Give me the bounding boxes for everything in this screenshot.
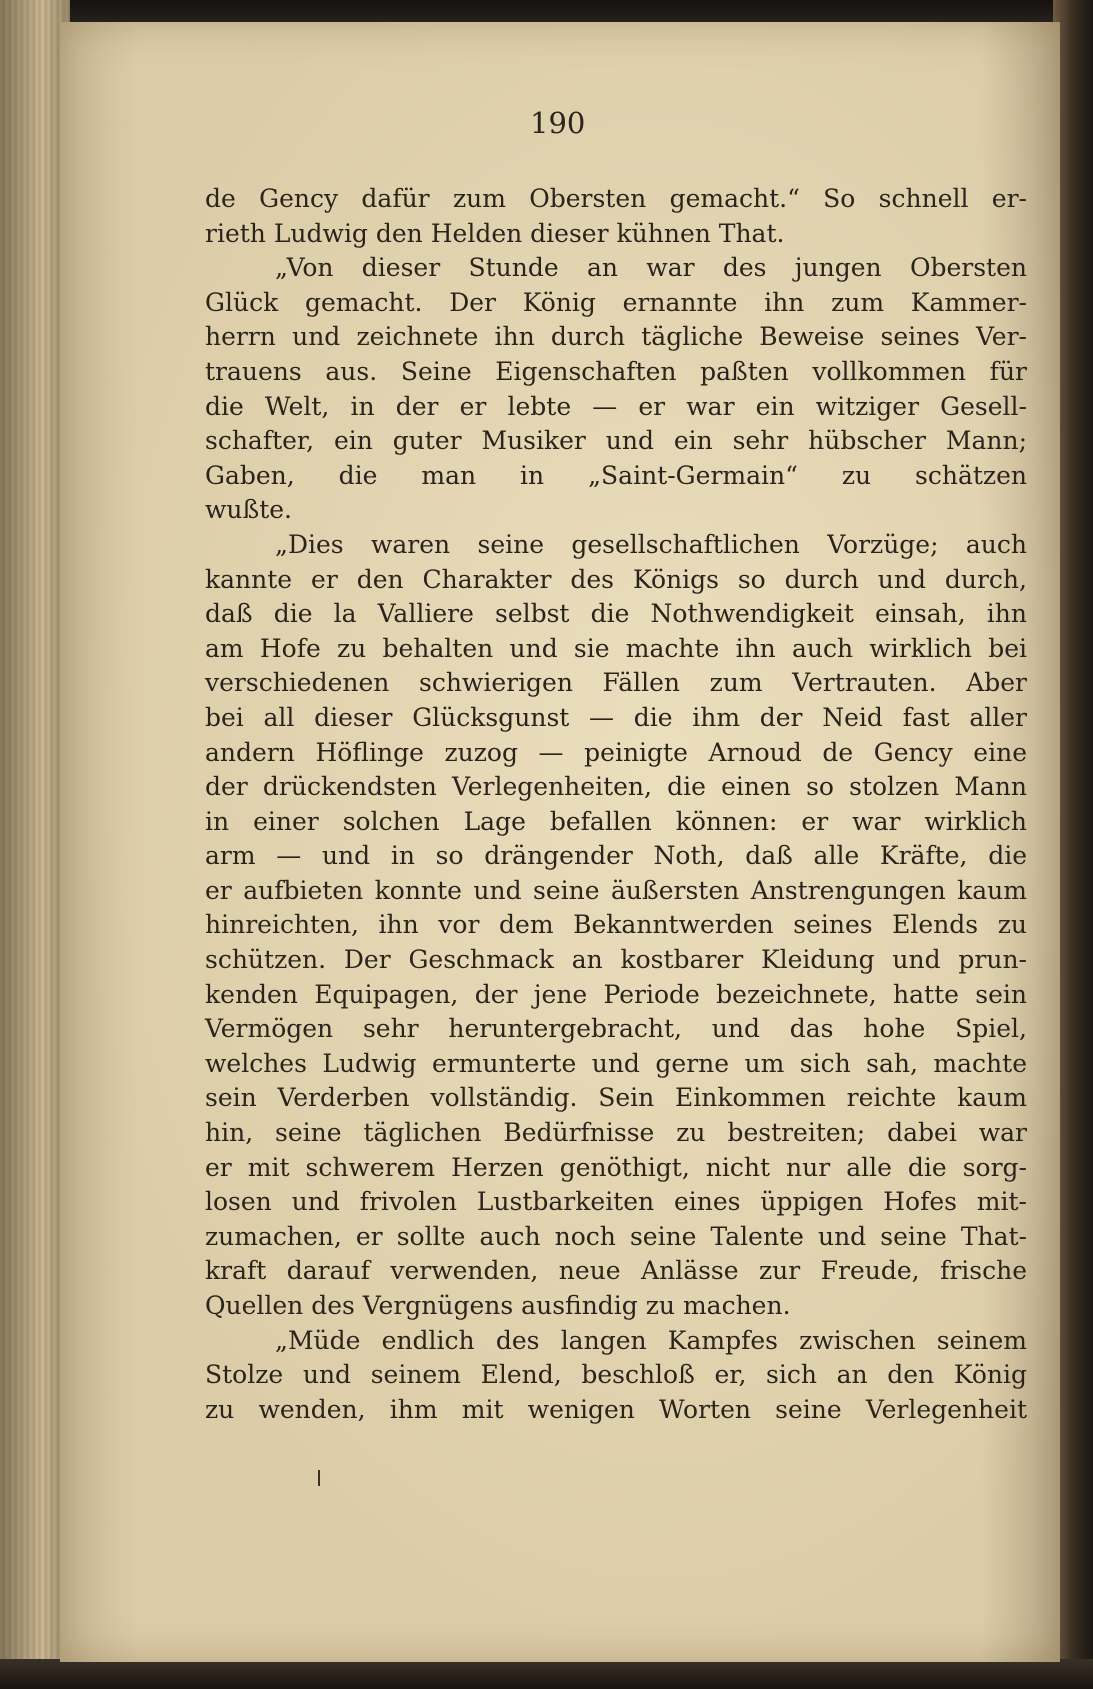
text-line: „Müde endlich des langen Kampfes zwischen seinem [275, 1325, 1027, 1355]
text-line: arm — und in so drängender Noth, daß alle Kräfte, die [205, 841, 1027, 871]
text-line: hinreichten, ihn vor dem Bekanntwerden seines Elends zu [205, 910, 1027, 940]
text-line: andern Höflinge zuzog — peinigte Arnoud de Gency eine [205, 737, 1027, 767]
text-line: „Von dieser Stunde an war des jungen Obersten [275, 253, 1027, 283]
text-line: Quellen des Vergnügens ausfindig zu machen. [205, 1291, 791, 1320]
text-line: zu wenden, ihm mit wenigen Worten seine Verlegenheit [205, 1394, 1027, 1424]
text-line: welches Ludwig ermunterte und gerne um sich sah, machte [205, 1048, 1027, 1078]
text-line: er mit schwerem Herzen genöthigt, nicht nur alle die sorg- [205, 1152, 1027, 1182]
text-line: zumachen, er sollte auch noch seine Talente und seine That- [205, 1221, 1027, 1251]
text-line: schafter, ein guter Musiker und ein sehr hübscher Mann; [205, 426, 1027, 456]
text-line: herrn und zeichnete ihn durch tägliche Beweise seines Ver- [205, 322, 1027, 352]
text-line: schützen. Der Geschmack an kostbarer Kleidung und prun- [205, 945, 1027, 975]
text-line: losen und frivolen Lustbarkeiten eines üppigen Hofes mit- [205, 1187, 1027, 1217]
text-line: trauens aus. Seine Eigenschaften paßten vollkommen für [205, 356, 1027, 386]
stray-ink-mark [318, 1470, 320, 1486]
text-line: verschiedenen schwierigen Fällen zum Vertrauten. Aber [205, 668, 1027, 698]
text-line: wußte. [205, 495, 292, 525]
text-line: kraft darauf verwenden, neue Anlässe zur Freude, frische [205, 1256, 1027, 1286]
text-line: Stolze und seinem Elend, beschloß er, sich an den König [205, 1360, 1027, 1390]
text-line: er aufbieten konnte und seine äußersten Anstrengungen kaum [205, 875, 1027, 905]
book-bottom-edge [0, 1659, 1093, 1689]
text-line: daß die la Valliere selbst die Nothwendigkeit einsah, ihn [205, 599, 1027, 629]
text-line: Glück gemacht. Der König ernannte ihn zum Kammer- [205, 287, 1027, 317]
text-line: „Dies waren seine gesellschaftlichen Vorzüge; auch [275, 529, 1027, 559]
text-line: am Hofe zu behalten und sie machte ihn auch wirklich bei [205, 633, 1027, 663]
text-line: Gaben, die man in „Saint-Germain“ zu schätzen [205, 460, 1027, 490]
text-line: hin, seine täglichen Bedürfnisse zu bestreiten; dabei war [205, 1118, 1027, 1148]
text-line: de Gency dafür zum Obersten gemacht.“ So schnell er- [205, 184, 1027, 213]
text-line: sein Verderben vollständig. Sein Einkommen reichte kaum [205, 1083, 1027, 1113]
text-line: der drückendsten Verlegenheiten, die einen so stolzen Mann [205, 772, 1027, 802]
text-line: die Welt, in der er lebte — er war ein witziger Gesell- [205, 391, 1027, 421]
text-line: Vermögen sehr heruntergebracht, und das hohe Spiel, [205, 1014, 1027, 1044]
text-line: rieth Ludwig den Helden dieser kühnen That. [205, 218, 785, 248]
text-line: kenden Equipagen, der jene Periode bezeichnete, hatte sein [205, 979, 1027, 1009]
page-number: 190 [530, 106, 586, 140]
text-line: kannte er den Charakter des Königs so durch und durch, [205, 564, 1027, 594]
text-line: in einer solchen Lage befallen können: er war wirklich [205, 806, 1027, 836]
text-line: bei all dieser Glücksgunst — die ihm der Neid fast aller [205, 702, 1027, 732]
body-text [205, 182, 1027, 1427]
